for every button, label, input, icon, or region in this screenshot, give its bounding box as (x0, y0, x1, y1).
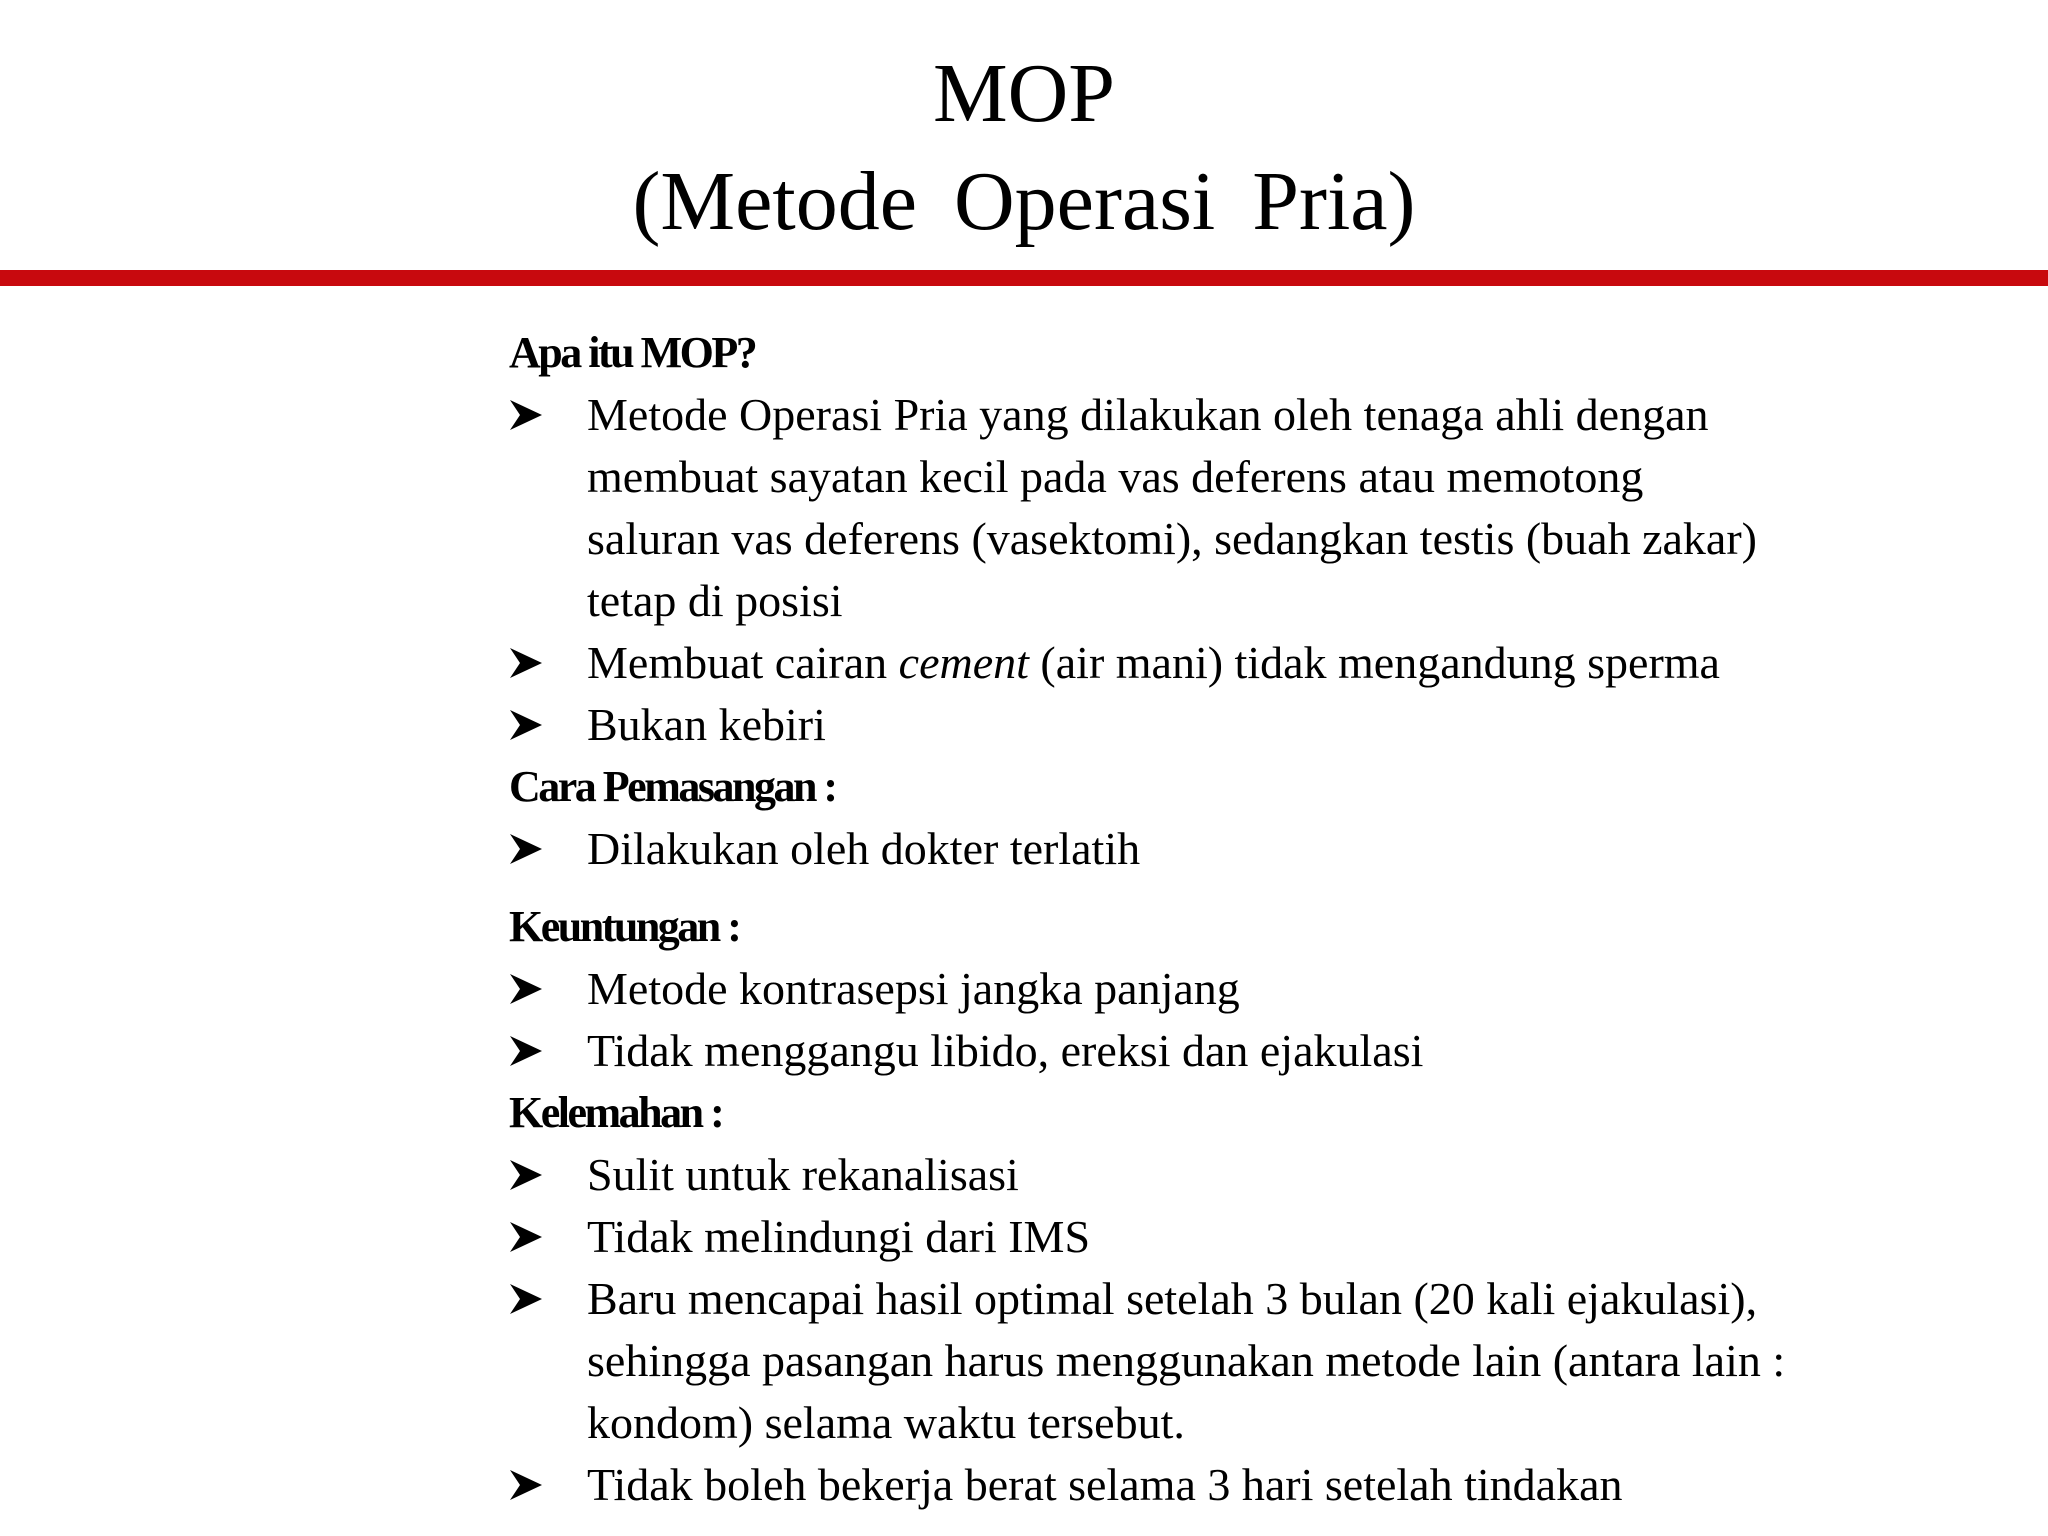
list-item (509, 1020, 1989, 1082)
title-divider (0, 270, 2048, 286)
italic-term: cement (898, 637, 1029, 688)
arrowhead-bullet-icon (509, 1144, 587, 1206)
list-item-line: Baru mencapai hasil optimal setelah 3 bulan (20 kali ejakulasi), (587, 1273, 1758, 1324)
title-line-1: MOP (932, 47, 1116, 140)
list-item (509, 694, 1989, 756)
list-item (509, 1144, 1989, 1206)
text-run: (air mani) tidak mengandung sperma (1028, 637, 1720, 688)
list-item-line: kondom) selama waktu tersebut. (587, 1397, 1185, 1448)
list-item-line: saluran vas deferens (vasektomi), sedangkan testis (buah zakar) (587, 513, 1757, 564)
section-heading-apa-itu: Apa itu MOP? (509, 328, 756, 377)
list-item-text: Sulit untuk rekanalisasi (587, 1149, 1019, 1200)
list-item-text: Tidak menggangu libido, ereksi dan ejakulasi (587, 1025, 1424, 1076)
arrowhead-bullet-icon (509, 1268, 587, 1330)
list-item (509, 958, 1989, 1020)
arrowhead-bullet-icon (509, 1206, 587, 1268)
title-line-2: (Metode Operasi Pria) (632, 155, 1416, 248)
arrowhead-bullet-icon (509, 1020, 587, 1082)
list-item-text (587, 384, 1989, 632)
list-item-line (587, 632, 1989, 694)
list-item (509, 1206, 1989, 1268)
list-item-line: sehingga pasangan harus menggunakan metode lain (antara lain : (587, 1335, 1786, 1386)
list-item-text: Tidak boleh bekerja berat selama 3 hari setelah tindakan (587, 1459, 1623, 1510)
list-item-text: Dilakukan oleh dokter terlatih (587, 823, 1141, 874)
slide-title (0, 40, 2048, 256)
section-heading-cara-pemasangan: Cara Pemasangan : (509, 762, 836, 811)
arrowhead-bullet-icon (509, 694, 587, 756)
arrowhead-bullet-icon (509, 1454, 587, 1516)
list-item (509, 1268, 1989, 1454)
list-item-text (587, 632, 1989, 694)
section-heading-keuntungan: Keuntungan : (509, 902, 740, 951)
list-item-line: tetap di posisi (587, 575, 843, 626)
arrowhead-bullet-icon (509, 632, 587, 694)
arrowhead-bullet-icon (509, 818, 587, 880)
list-item (509, 384, 1989, 632)
list-item (509, 1454, 1989, 1516)
list-item-line: Metode Operasi Pria yang dilakukan oleh tenaga ahli dengan (587, 389, 1709, 440)
list-item-text: Metode kontrasepsi jangka panjang (587, 963, 1240, 1014)
text-run: Membuat cairan (587, 637, 899, 688)
list-item-line: membuat sayatan kecil pada vas deferens atau memotong (587, 451, 1644, 502)
list-item (509, 632, 1989, 694)
list-item-text: Tidak melindungi dari IMS (587, 1211, 1091, 1262)
list-item-text (587, 1268, 1989, 1454)
list-item-text: Bukan kebiri (587, 699, 826, 750)
arrowhead-bullet-icon (509, 384, 587, 446)
section-heading-kelemahan: Kelemahan : (509, 1088, 723, 1137)
list-item (509, 818, 1989, 880)
arrowhead-bullet-icon (509, 958, 587, 1020)
slide-body (509, 322, 1989, 1516)
